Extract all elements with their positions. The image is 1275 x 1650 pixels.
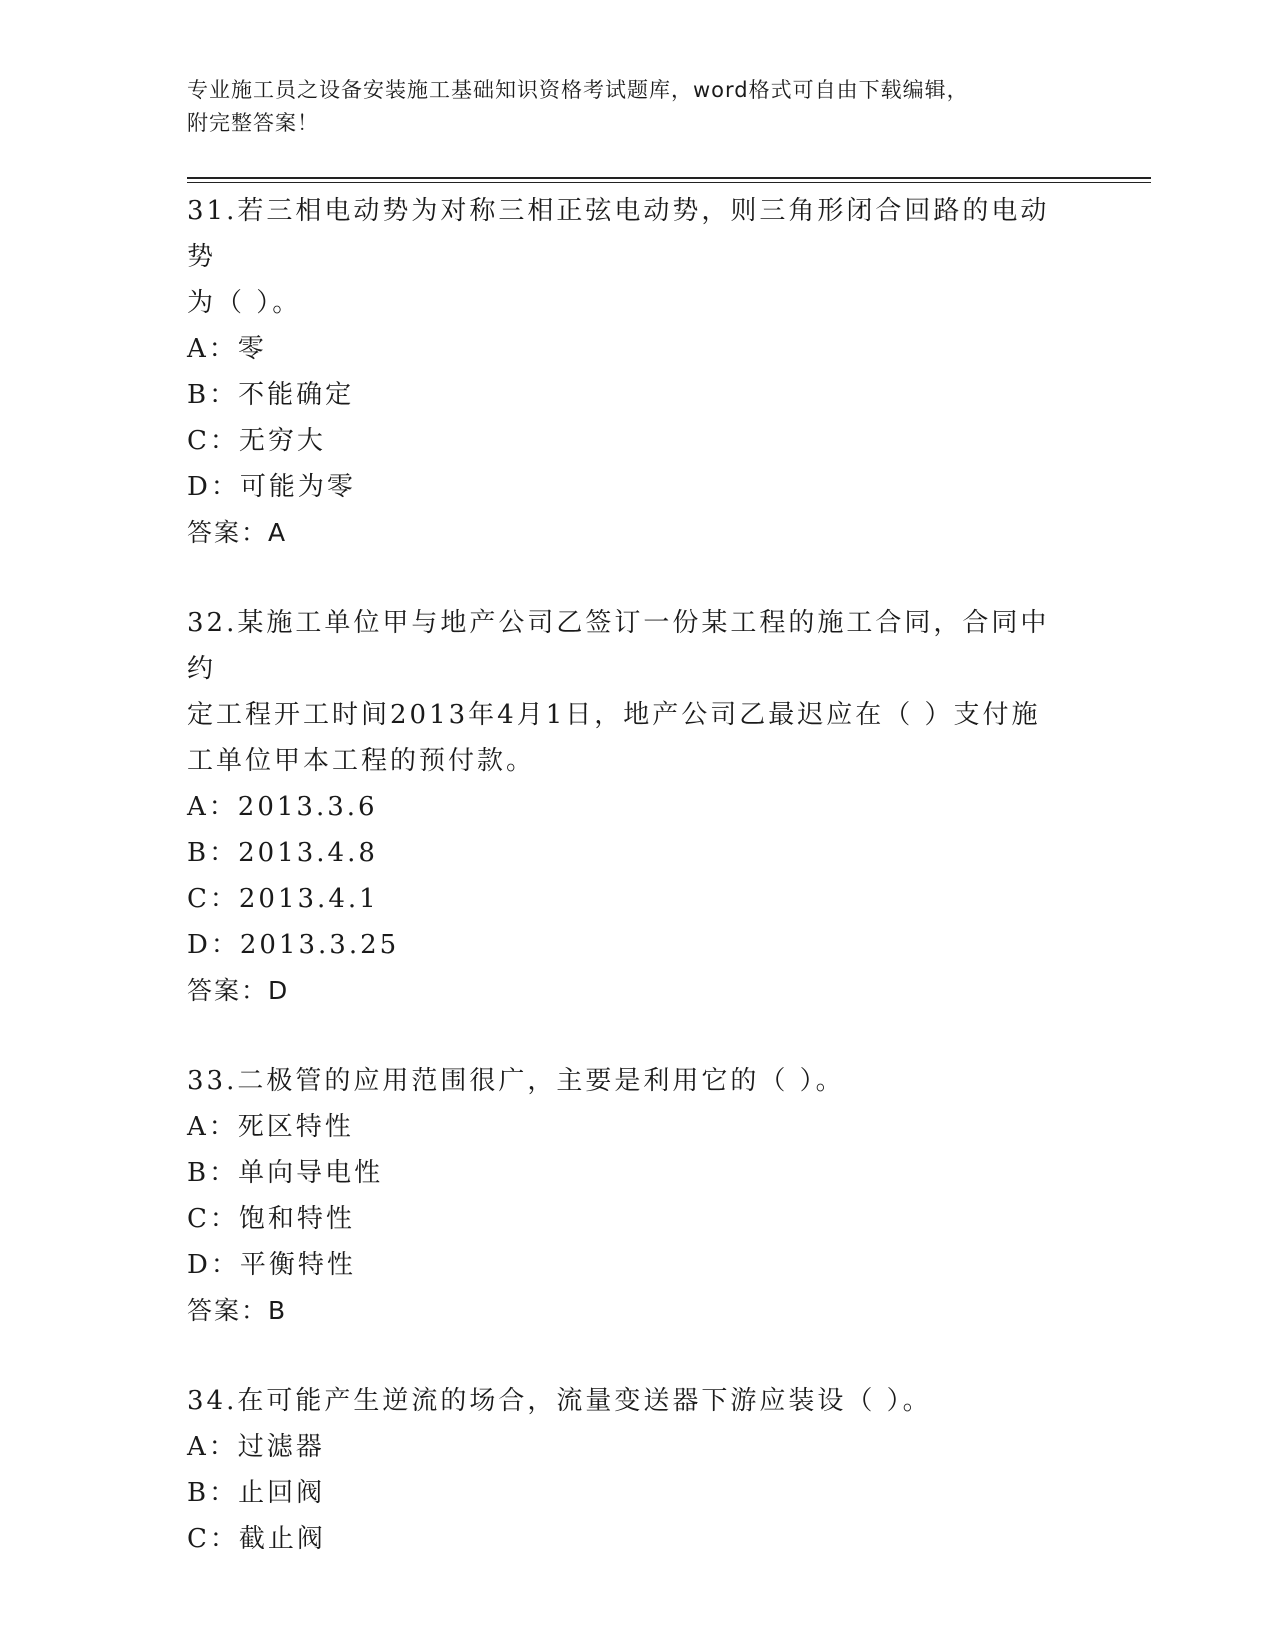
option-b: B：2013.4.8 <box>187 838 378 868</box>
option-d: D：2013.3.25 <box>187 930 400 960</box>
header-divider <box>187 177 1151 179</box>
header-divider-thin <box>187 182 1151 183</box>
option-b: B：不能确定 <box>187 380 355 410</box>
question-stem-line: 定工程开工时间2013年4月1日，地产公司乙最迟应在（ ）支付施 <box>187 700 1041 730</box>
header-line: 专业施工员之设备安装施工基础知识资格考试题库，word格式可自由下载编辑， <box>187 78 969 102</box>
option-c: C：截止阀 <box>187 1524 326 1554</box>
option-c: C：无穷大 <box>187 426 326 456</box>
answer-label: 答案：B <box>187 1296 288 1325</box>
header-line: 附完整答案！ <box>187 111 319 135</box>
option-a: A：零 <box>187 334 267 364</box>
question-34 <box>187 1378 1077 1562</box>
question-stem-line: 32.某施工单位甲与地产公司乙签订一份某工程的施工合同，合同中约 <box>187 608 1050 684</box>
question-stem-line: 33.二极管的应用范围很广，主要是利用它的（ ）。 <box>187 1066 845 1096</box>
document-header <box>187 74 1067 140</box>
answer-label: 答案：A <box>187 518 288 547</box>
question-31 <box>187 188 1077 556</box>
option-c: C：2013.4.1 <box>187 884 379 914</box>
question-stem-line: 34.在可能产生逆流的场合，流量变送器下游应装设（ ）。 <box>187 1386 932 1416</box>
question-33 <box>187 1058 1077 1334</box>
option-b: B：止回阀 <box>187 1478 326 1508</box>
option-d: D：平衡特性 <box>187 1250 356 1280</box>
option-a: A：过滤器 <box>187 1432 325 1462</box>
question-list <box>187 188 1077 1606</box>
answer-label: 答案：D <box>187 976 290 1005</box>
option-a: A：2013.3.6 <box>187 792 378 822</box>
option-d: D：可能为零 <box>187 472 356 502</box>
question-32 <box>187 600 1077 1014</box>
option-c: C：饱和特性 <box>187 1204 355 1234</box>
option-a: A：死区特性 <box>187 1112 354 1142</box>
question-stem-line: 为（ ）。 <box>187 288 302 318</box>
question-stem-line: 工单位甲本工程的预付款。 <box>187 746 536 776</box>
option-b: B：单向导电性 <box>187 1158 384 1188</box>
question-stem-line: 31.若三相电动势为对称三相正弦电动势，则三角形闭合回路的电动势 <box>187 196 1050 272</box>
